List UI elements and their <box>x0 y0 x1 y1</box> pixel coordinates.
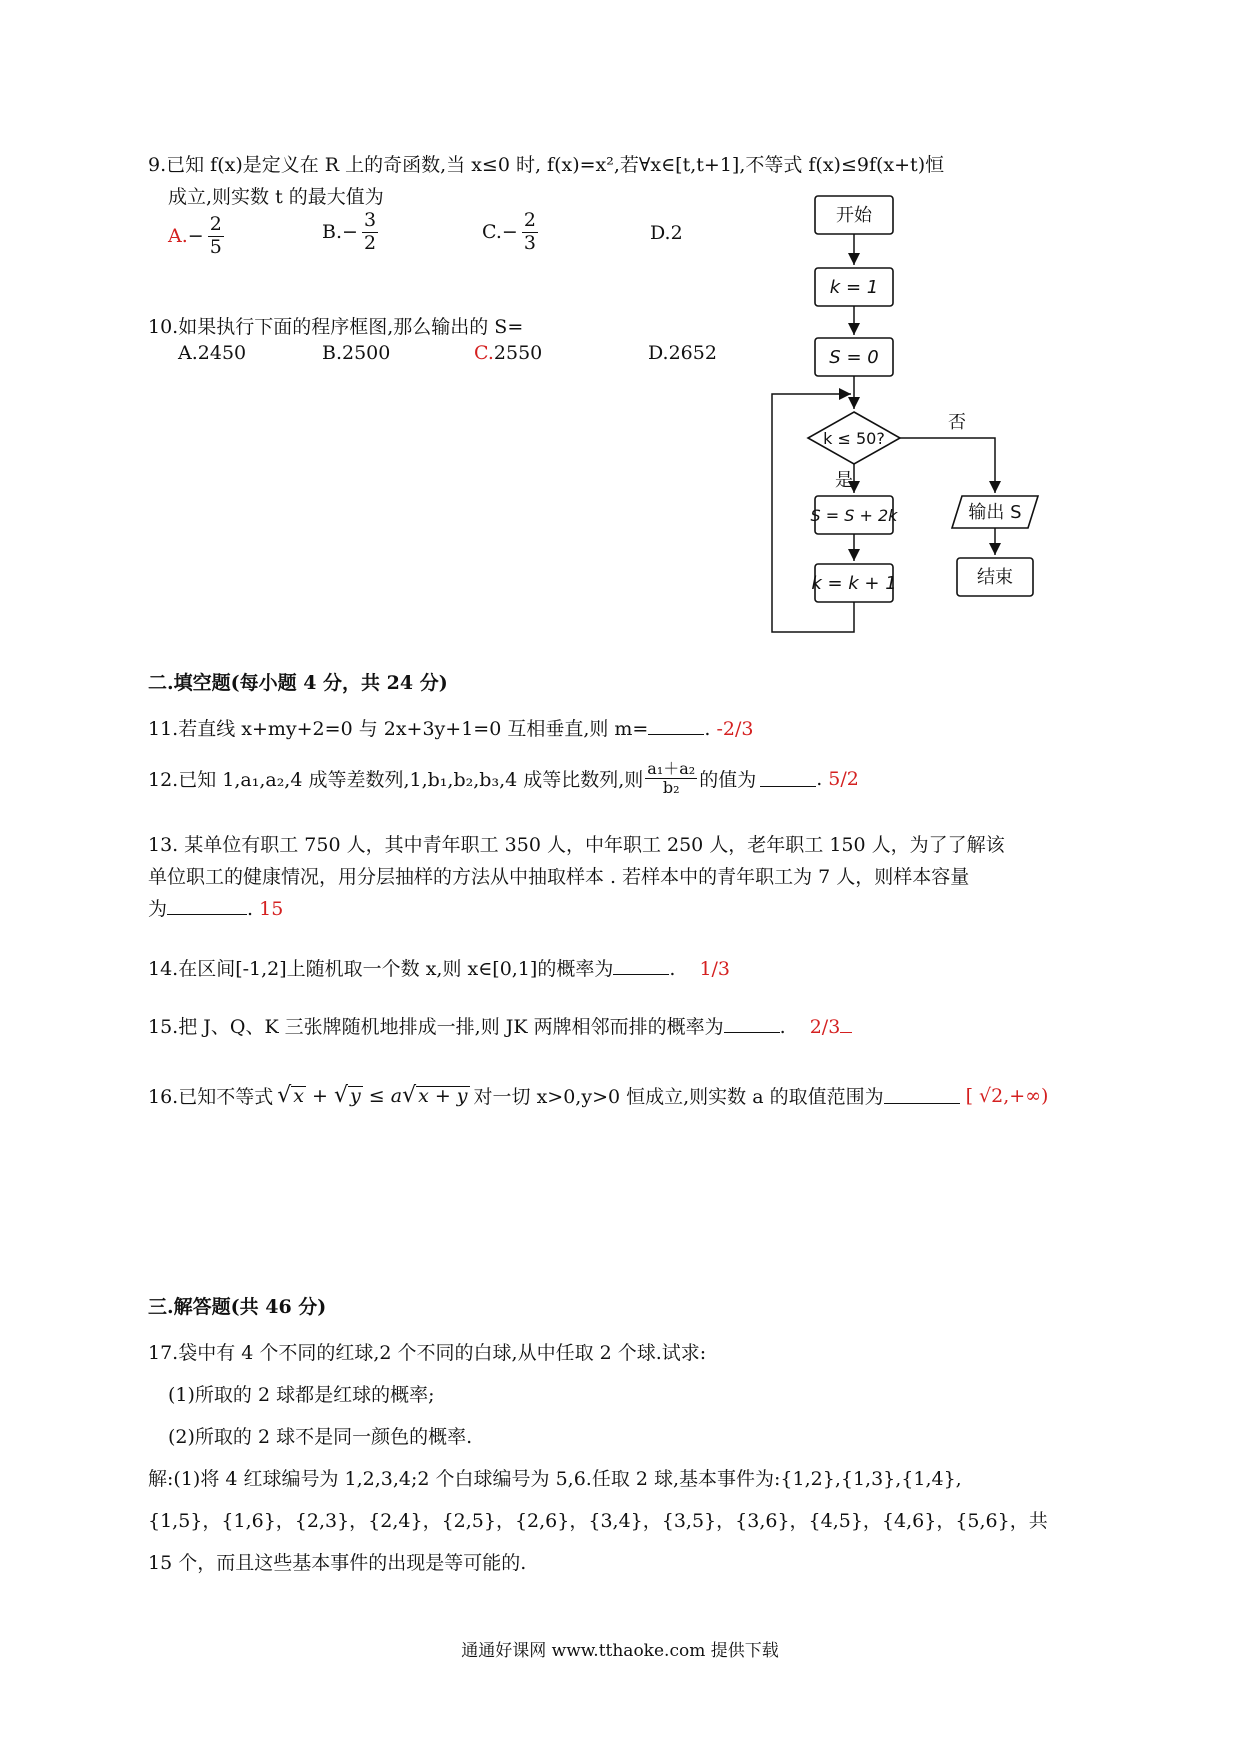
q9-line2: 成立,则实数 t 的最大值为 <box>168 186 384 208</box>
q10-option-a: A.2450 <box>178 342 247 364</box>
q17-solution-line3: 15 个，而且这些基本事件的出现是等可能的. <box>148 1552 527 1574</box>
q13-line2: 单位职工的健康情况，用分层抽样的方法从中抽取样本 . 若样本中的青年职工为 7 人，则样本容量 <box>148 866 970 888</box>
flow-output-text: 输出 S <box>968 502 1022 523</box>
q16-inequality: √ x + √ y ≤ a√ x + y <box>277 1083 468 1108</box>
flow-start-text: 开始 <box>836 205 872 226</box>
q14: 14.在区间[-1,2]上随机取一个数 x,则 x∈[0,1]的概率为 . 1/3 <box>148 958 731 980</box>
section2-title: 二.填空题(每小题 4 分，共 24 分) <box>148 672 448 694</box>
flow-condition-text: k ≤ 50? <box>823 429 885 448</box>
q9-option-c: C. − $\frac{2}{3}$ <box>482 209 536 254</box>
q9-line1: 9.已知 f(x)是定义在 R 上的奇函数,当 x≤0 时, f(x)=x²,若∀x∈[t,t+1],不等式 f(x)≤9f(x+t)恒 <box>148 154 945 176</box>
flow-no-label: 否 <box>948 412 966 433</box>
page-footer: 通通好课网 www.tthaoke.com 提供下载 <box>461 1641 779 1661</box>
q11: 11.若直线 x+my+2=0 与 2x+3y+1=0 互相垂直,则 m= . -2/3 <box>148 718 754 740</box>
q17-line1: 17.袋中有 4 个不同的红球,2 个不同的白球,从中任取 2 个球.试求: <box>148 1342 707 1364</box>
q13-line1: 13. 某单位有职工 750 人，其中青年职工 350 人，中年职工 250 人，老年职工 150 人，为了了解该 <box>148 834 1005 856</box>
q9-option-d: D.2 <box>650 222 683 244</box>
flow-init-s-text: S = 0 <box>829 347 879 368</box>
q16: 16.已知不等式 √ x + √ y ≤ a√ x + y 对一切 x>0,y>0 恒成立,则实数 a 的取值范围为 [ √2,+∞) <box>148 1083 1049 1108</box>
program-flowchart <box>760 190 1060 640</box>
q10-option-d: D.2652 <box>648 342 717 364</box>
q10-text: 10.如果执行下面的程序框图,那么输出的 S= <box>148 316 524 338</box>
section3-title: 三.解答题(共 46 分) <box>148 1296 327 1318</box>
q12: 12.已知 1,a₁,a₂,4 成等差数列,1,b₁,b₂,b₃,4 成等比数列,则 $\frac{\text{a₁＋a₂}}{\text{b₂}}$ 的值为 . 5/2 <box>148 759 859 798</box>
flow-yes-label: 是 <box>835 470 853 491</box>
q9-option-b: B. − $\frac{3}{2}$ <box>322 209 377 254</box>
q10-option-b: B.2500 <box>322 342 391 364</box>
q10-option-c: C.2550 <box>474 342 543 364</box>
q17-part1: (1)所取的 2 球都是红球的概率; <box>168 1384 435 1406</box>
q9-option-a: A. − $\frac{2}{5}$ <box>168 213 222 258</box>
q17-solution-line2: {1,5}，{1,6}，{2,3}，{2,4}，{2,5}，{2,6}，{3,4}，{3,5}，{3,6}，{4,5}，{4,6}，{5,6}，共 <box>148 1510 1048 1532</box>
q17-solution-line1: 解:(1)将 4 红球编号为 1,2,3,4;2 个白球编号为 5,6.任取 2 球,基本事件为:{1,2},{1,3},{1,4}, <box>148 1468 962 1490</box>
q13-line3: 为 . 15 <box>148 898 284 920</box>
q15: 15.把 J、Q、K 三张牌随机地排成一排,则 JK 两牌相邻而排的概率为 . 2/3 <box>148 1012 852 1039</box>
flow-update-s-text: S = S + 2k <box>810 506 898 525</box>
q17-part2: (2)所取的 2 球不是同一颜色的概率. <box>168 1426 473 1448</box>
flow-end-text: 结束 <box>977 567 1013 588</box>
flow-update-k-text: k = k + 1 <box>811 573 897 594</box>
flow-init-k-text: k = 1 <box>829 277 879 298</box>
